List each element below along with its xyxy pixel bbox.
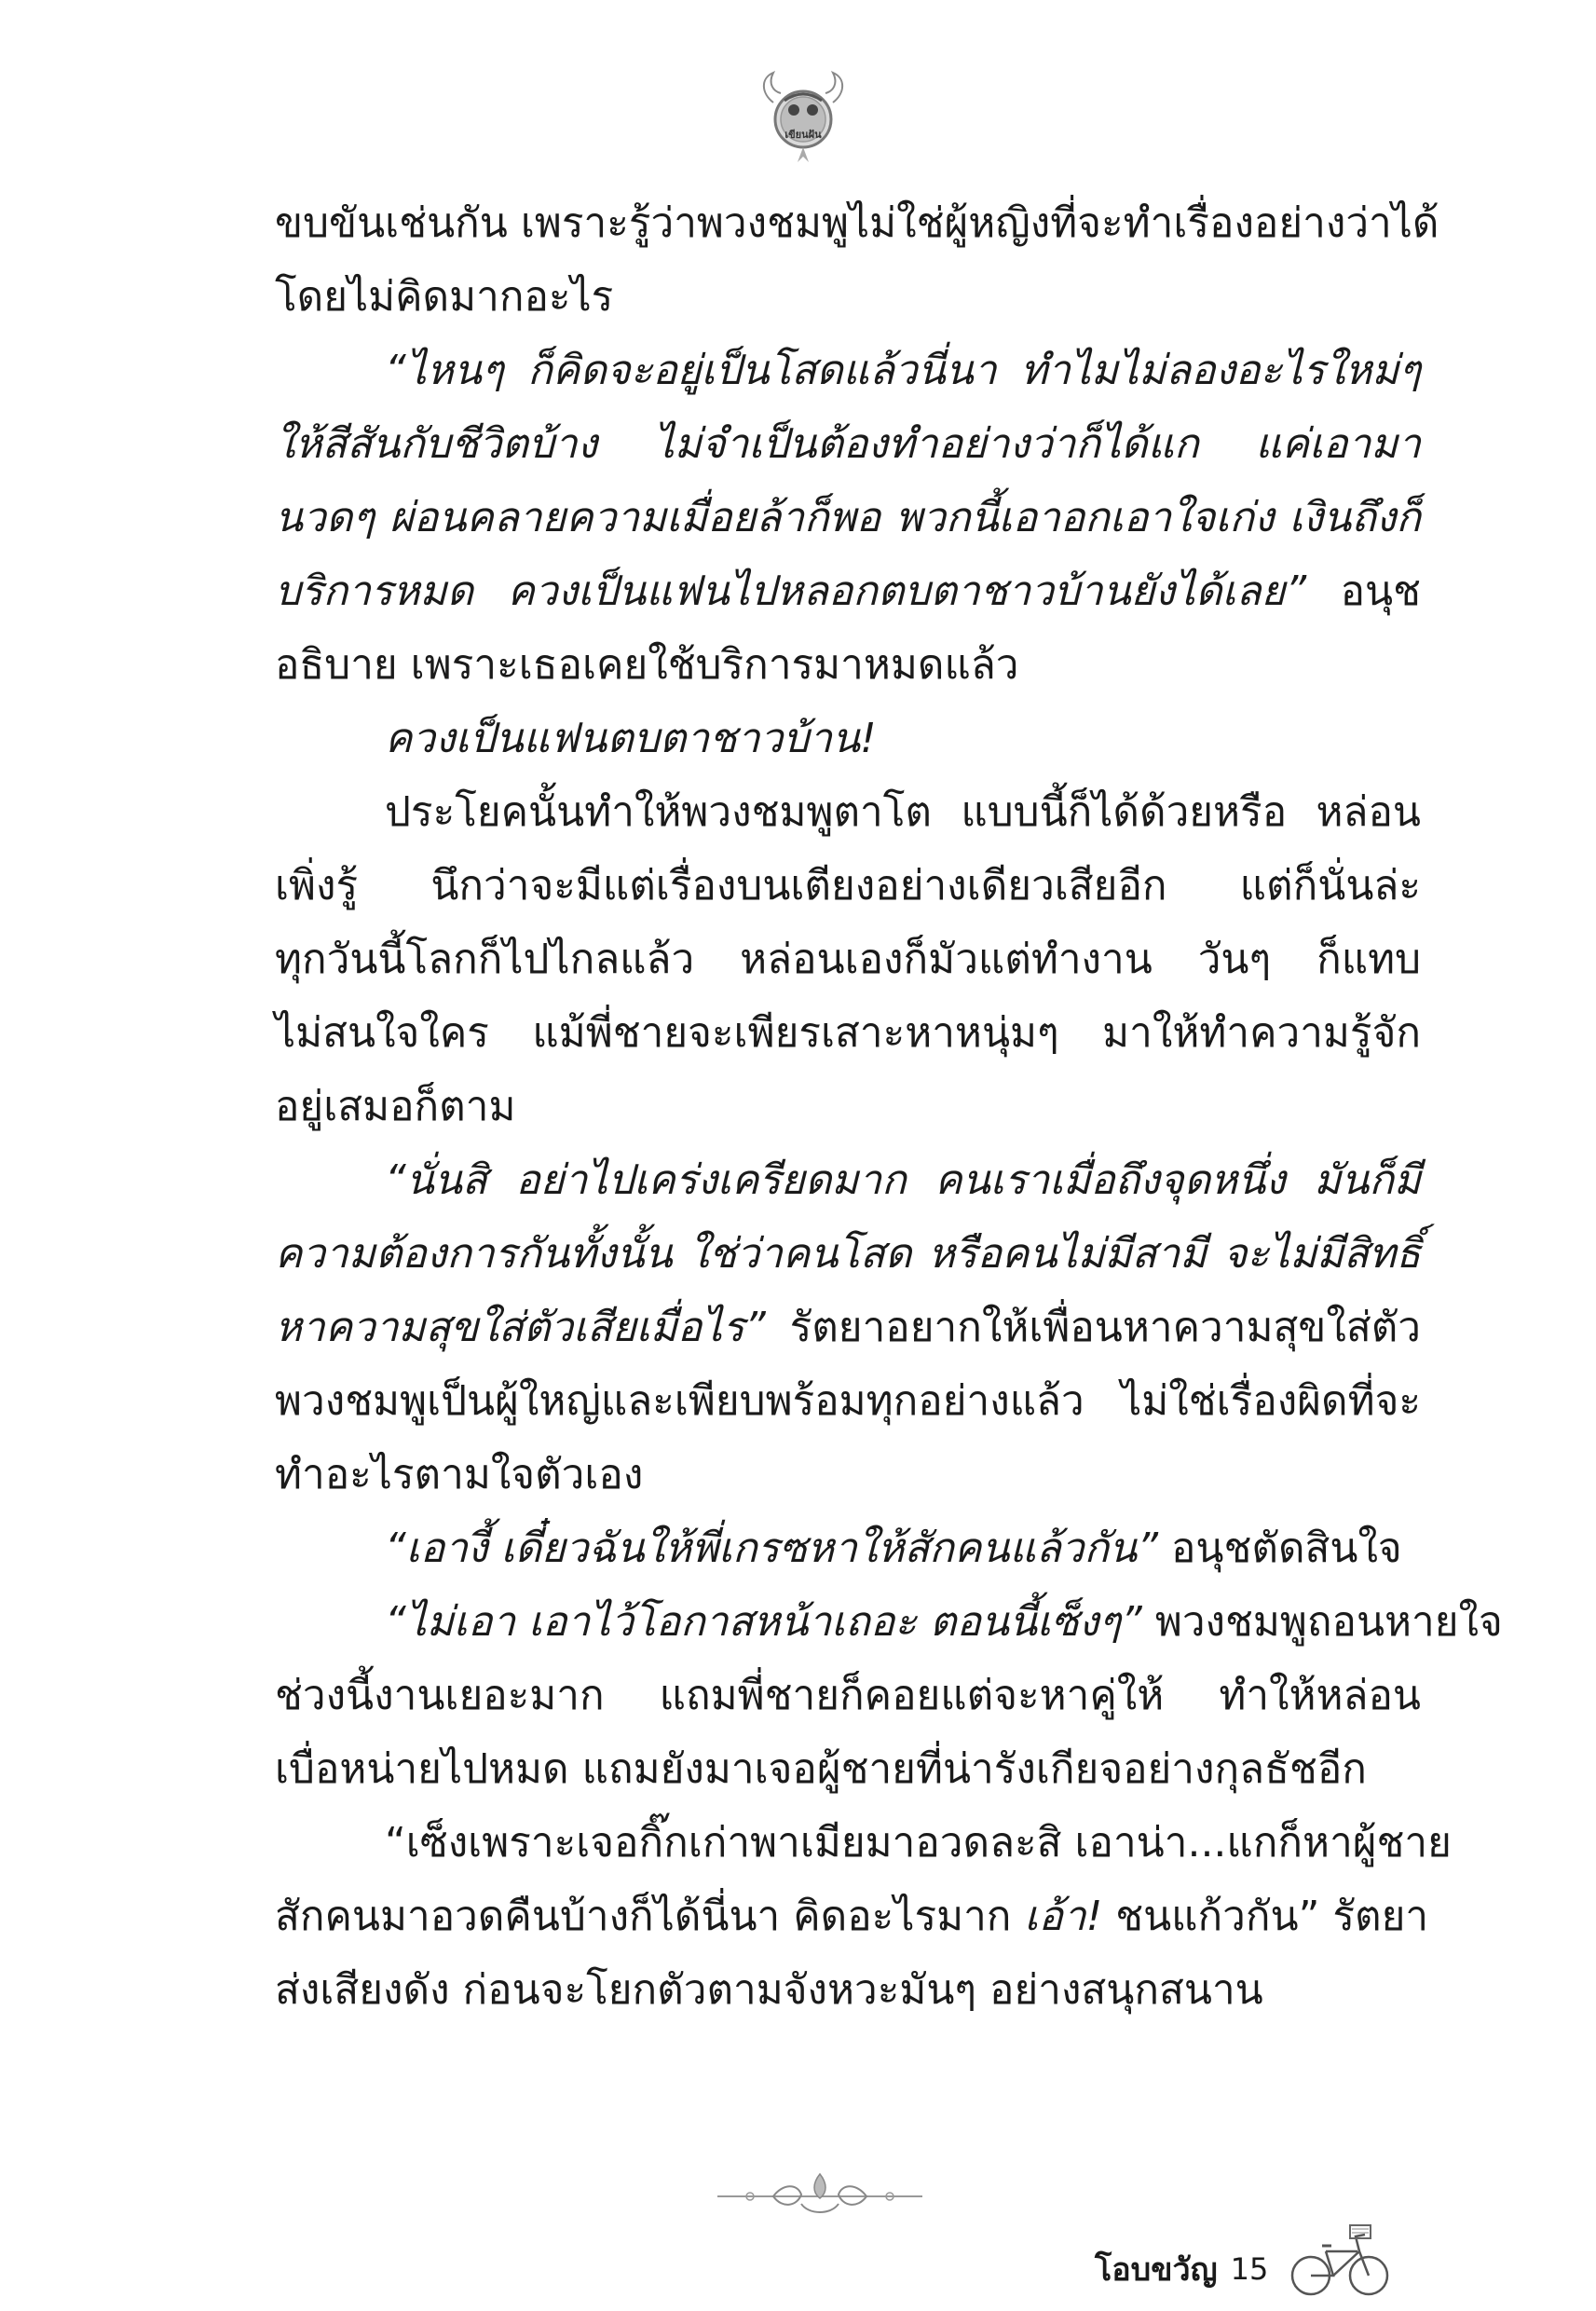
text-run: ชนแก้วกัน” รัตยา [1102, 1893, 1429, 1940]
text-line: ควงเป็นแฟนตบตาชาวบ้าน! [385, 715, 877, 762]
text-line [275, 1585, 1503, 1659]
emblem-label: เขียนฝัน [784, 129, 822, 141]
bicycle-icon [1289, 2223, 1391, 2298]
text-line [275, 1880, 1429, 1953]
text-line: ไม่สนใจใคร แม้พี่ชายจะเพียรเสาะหาหนุ่มๆ มาให้ทำความรู้จัก [275, 1009, 1421, 1057]
text-line: ประโยคนั้นทำให้พวงชมพูตาโต แบบนี้ก็ได้ด้วยหรือ หล่อน [385, 788, 1421, 836]
text-line [275, 554, 1421, 628]
book-title: โอบขวัญ [1095, 2251, 1218, 2289]
text-line: อยู่เสมอก็ตาม [275, 1083, 516, 1130]
text-run: อนุชตัดสินใจ [1158, 1525, 1402, 1572]
page-footer [1095, 2241, 1391, 2297]
text-run: “เอางี้ เดี๋ยวฉันให้พี่เกรซหาให้สักคนแล้วกัน” [385, 1525, 1159, 1572]
text-line: นวดๆ ผ่อนคลายความเมื่อยล้าก็พอ พวกนี้เอาอกเอาใจเก่ง เงินถึงก็ [275, 494, 1421, 541]
story-text [275, 186, 1503, 2027]
text-line: ความต้องการกันทั้งนั้น ใช่ว่าคนโสด หรือคนไม่มีสามี จะไม่มีสิทธิ์ [275, 1230, 1421, 1278]
text-line: ขบขันเช่นกัน เพราะรู้ว่าพวงชมพูไม่ใช่ผู้หญิงที่จะทำเรื่องอย่างว่าได้ [275, 199, 1439, 247]
text-run: บริการหมด ควงเป็นแฟนไปหลอกตบตาชาวบ้านยังได้เลย” [275, 567, 1307, 615]
text-run: อนุช [1306, 567, 1421, 615]
text-run: เอ้า! [1024, 1893, 1103, 1940]
text-line: “เซ็งเพราะเจอกิ๊กเก่าพาเมียมาอวดละสิ เอาน่า...แกก็หาผู้ชาย [385, 1819, 1452, 1867]
text-line: “ไหนๆ ก็คิดจะอยู่เป็นโสดแล้วนี่นา ทำไมไม่ลองอะไรใหม่ๆ [385, 347, 1421, 394]
floral-divider-icon [708, 2167, 932, 2222]
text-run: พวงชมพูถอนหายใจ [1141, 1598, 1503, 1646]
text-run: “ไม่เอา เอาไว้โอกาสหน้าเถอะ ตอนนี้เซ็งๆ” [385, 1598, 1142, 1646]
text-line: พวงชมพูเป็นผู้ใหญ่และเพียบพร้อมทุกอย่างแล้ว ไม่ใช่เรื่องผิดที่จะ [275, 1377, 1421, 1425]
text-line: อธิบาย เพราะเธอเคยใช้บริการมาหมดแล้ว [275, 641, 1019, 689]
text-line: ทำอะไรตามใจตัวเอง [275, 1451, 644, 1498]
page-number: 15 [1230, 2251, 1269, 2287]
text-line: ช่วงนี้งานเยอะมาก แถมพี่ชายก็คอยแต่จะหาคู่ให้ ทำให้หล่อน [275, 1672, 1421, 1719]
text-run: รัตยาอยากให้เพื่อนหาความสุขใส่ตัว [765, 1304, 1421, 1351]
text-line: “นั่นสิ อย่าไปเคร่งเครียดมาก คนเราเมื่อถึงจุดหนึ่ง มันก็มี [385, 1156, 1421, 1204]
text-line: โดยไม่คิดมากอะไร [275, 273, 614, 321]
text-line: เบื่อหน่ายไปหมด แถมยังมาเจอผู้ชายที่น่ารังเกียจอย่างกุลธัชอีก [275, 1745, 1367, 1793]
text-line [275, 1511, 1421, 1585]
chapter-emblem-icon [757, 65, 850, 170]
text-line: เพิ่งรู้ นึกว่าจะมีแต่เรื่องบนเตียงอย่างเดียวเสียอีก แต่ก็นั่นล่ะ [275, 862, 1421, 909]
text-line: ให้สีสันกับชีวิตบ้าง ไม่จำเป็นต้องทำอย่างว่าก็ได้แก แค่เอามา [275, 420, 1421, 468]
text-line: ทุกวันนี้โลกก็ไปไกลแล้ว หล่อนเองก็มัวแต่ทำงาน วันๆ ก็แทบ [275, 936, 1421, 983]
text-run: หาความสุขใส่ตัวเสียเมื่อไร” [275, 1304, 766, 1351]
text-line: ส่งเสียงดัง ก่อนจะโยกตัวตามจังหวะมันๆ อย่างสนุกสนาน [275, 1966, 1263, 2014]
text-line [275, 1291, 1421, 1364]
text-run: สักคนมาอวดคืนบ้างก็ได้นี่นา คิดอะไรมาก [275, 1893, 1025, 1940]
